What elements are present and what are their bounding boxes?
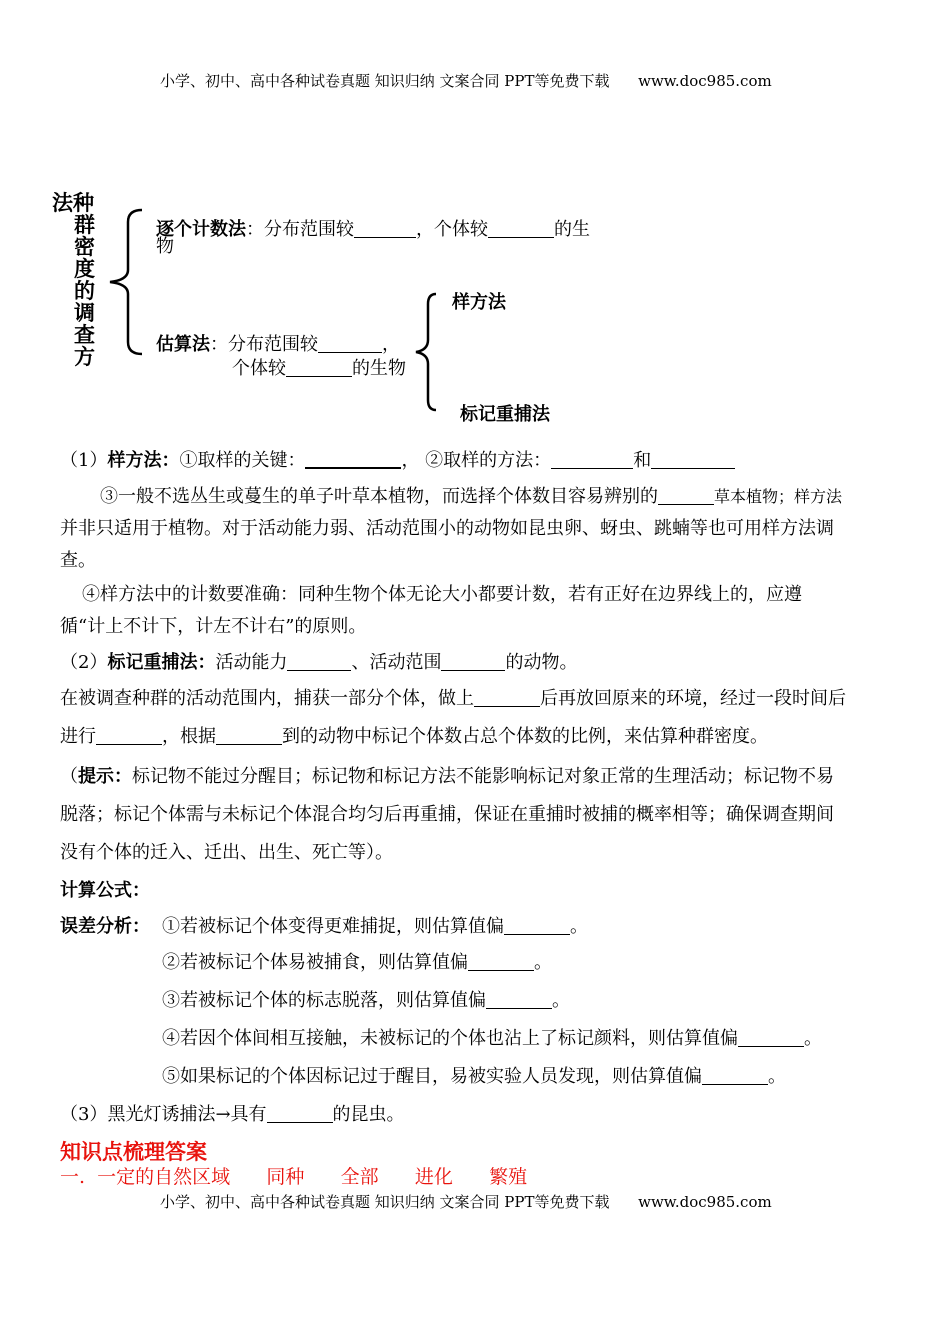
quadrat-p3-line1: ③一般不选丛生或蔓生的单子叶草本植物，而选择个体数目容易辨别的 草本植物；样方法 [100, 486, 843, 507]
quadrat-p4-line1: ④样方法中的计数要准确：同种生物个体无论大小都要计数，若有正好在边界线上的，应遵 [82, 584, 802, 605]
formula-label: 计算公式： [60, 880, 150, 901]
error-item-3: ③若被标记个体的标志脱落，则估算值偏 。 [162, 990, 570, 1011]
error-item-1: ①若被标记个体变得更难捕捉，则估算值偏 。 [162, 916, 588, 937]
quadrat-p4-line2: 循“计上不计下，计左不计右”的原则。 [60, 616, 367, 637]
count-method-line: 逐个计数法：分布范围较 ，个体较 的生 [156, 219, 590, 240]
diagram-vertical-title: 法种 群 密 度 的 调 查 方 [52, 191, 95, 369]
header-text: 小学、初中、高中各种试卷真题 知识归纳 文案合同 PPT等免费下载 www.doc985.com [160, 72, 772, 90]
estimate-method-line1: 估算法：分布范围较 ， [156, 334, 400, 355]
mark-line1: （2）标记重捕法：活动能力 、活动范围 的动物。 [60, 652, 578, 673]
sub-method-mark-recapture: 标记重捕法 [460, 404, 550, 425]
quadrat-p3-line3: 查。 [60, 550, 96, 571]
footer-text: 小学、初中、高中各种试卷真题 知识归纳 文案合同 PPT等免费下载 www.doc985.com [160, 1193, 772, 1211]
main-brace [104, 208, 144, 358]
mark-line3: 进行 ，根据 到的动物中标记个体数占总个体数的比例，来估算种群密度。 [60, 726, 768, 747]
header-url: www.doc985.com [638, 72, 772, 90]
quadrat-line1: （1）样方法：①取样的关键： ， ②取样的方法： 和 [60, 446, 735, 472]
answers-title: 知识点梳理答案 [60, 1140, 207, 1164]
footer-url: www.doc985.com [638, 1193, 772, 1211]
sub-method-quadrat: 样方法 [452, 292, 506, 313]
tip-line1: （提示：标记物不能过分醒目；标记物和标记方法不能影响标记对象正常的生理活动；标记物不易 [60, 766, 834, 787]
estimate-method-line2: 个体较 的生物 [232, 358, 406, 379]
answers-line: 一. 一定的自然区域 同种 全部 进化 繁殖 [60, 1166, 528, 1188]
tip-line3: 没有个体的迁入、迁出、出生、死亡等）。 [60, 842, 393, 863]
count-method-cut: 物 [156, 236, 174, 257]
sub-brace [414, 292, 444, 412]
error-analysis-title: 误差分析： [60, 916, 150, 937]
quadrat-p3-line2: 并非只适用于植物。对于活动能力弱、活动范围小的动物如昆虫卵、蚜虫、跳蝻等也可用样方法调 [60, 518, 834, 539]
error-item-5: ⑤如果标记的个体因标记过于醒目，易被实验人员发现，则估算值偏 。 [162, 1066, 786, 1087]
error-item-2: ②若被标记个体易被捕食，则估算值偏 。 [162, 952, 552, 973]
light-trap-line: （3）黑光灯诱捕法→具有 的昆虫。 [60, 1104, 405, 1125]
error-item-4: ④若因个体间相互接触，未被标记的个体也沾上了标记颜料，则估算值偏 。 [162, 1028, 822, 1049]
tip-line2: 脱落；标记个体需与未标记个体混合均匀后再重捕，保证在重捕时被捕的概率相等；确保调查期间 [60, 804, 834, 825]
mark-line2: 在被调查种群的活动范围内，捕获一部分个体，做上 后再放回原来的环境，经过一段时间后 [60, 688, 846, 709]
